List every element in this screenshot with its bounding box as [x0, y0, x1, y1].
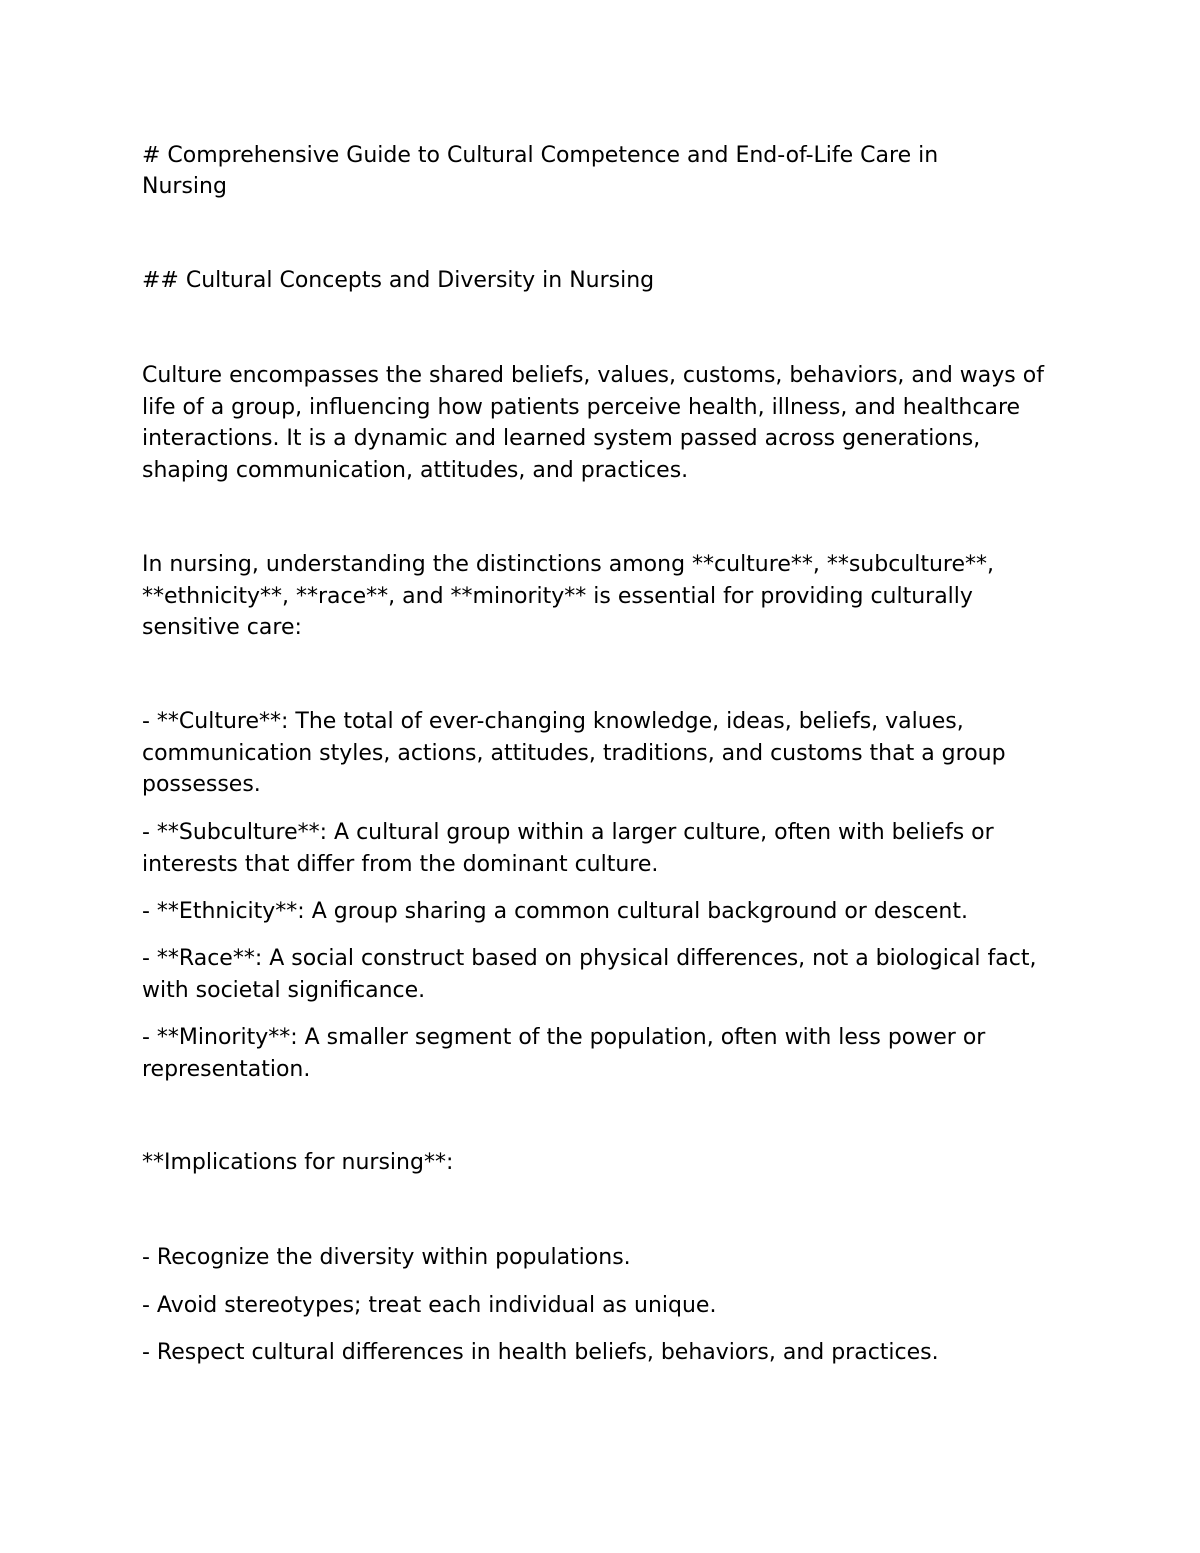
document-title-line-2: Nursing	[142, 174, 227, 199]
definition-ethnicity: - **Ethnicity**: A group sharing a common cultural background or descent.	[142, 899, 968, 924]
implications-heading: **Implications for nursing**:	[142, 1150, 454, 1175]
definition-subculture: - **Subculture**: A cultural group within a larger culture, often with beliefs or interests that differ from the dominant culture.	[142, 820, 994, 877]
definition-race: - **Race**: A social construct based on physical differences, not a biological fact, with societal significance.	[142, 946, 1037, 1003]
section-heading: ## Cultural Concepts and Diversity in Nursing	[142, 268, 655, 293]
distinctions-paragraph: In nursing, understanding the distinctions among **culture**, **subculture**, **ethnicity**, **race**, and **minority** is essential for providing culturally sensitive care:	[142, 552, 995, 640]
definition-culture: - **Culture**: The total of ever-changing knowledge, ideas, beliefs, values, communication styles, actions, attitudes, traditions, and customs that a group possesses.	[142, 709, 1006, 797]
implication-item-2: - Avoid stereotypes; treat each individual as unique.	[142, 1293, 717, 1318]
definition-minority: - **Minority**: A smaller segment of the population, often with less power or representation.	[142, 1025, 986, 1082]
implication-item-3: - Respect cultural differences in health beliefs, behaviors, and practices.	[142, 1340, 939, 1365]
implication-item-1: - Recognize the diversity within populations.	[142, 1245, 631, 1270]
document-title-line-1: # Comprehensive Guide to Cultural Competence and End-of-Life Care in	[142, 143, 939, 168]
intro-paragraph: Culture encompasses the shared beliefs, values, customs, behaviors, and ways of life of a group, influencing how patients perceive health, illness, and healthcare interactions. It is a dynamic and learned system passed across generations, shaping communication, attitudes, and practices.	[142, 363, 1044, 483]
